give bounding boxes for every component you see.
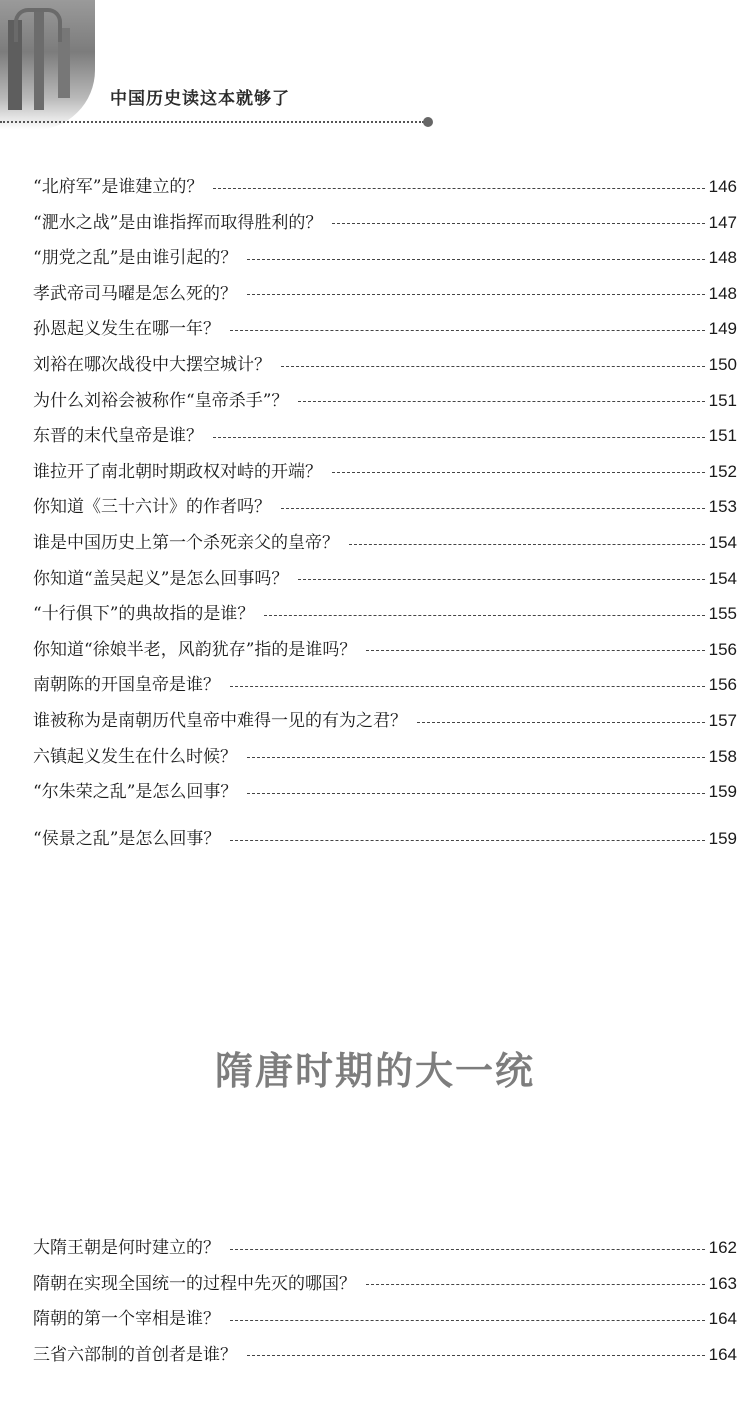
toc-dash-leader	[230, 330, 705, 331]
toc-entry[interactable]	[33, 313, 737, 345]
toc-entry[interactable]	[33, 349, 737, 381]
toc-entry-title: 谁被称为是南朝历代皇帝中难得一见的有为之君？	[33, 711, 407, 731]
toc-entry[interactable]	[33, 1232, 737, 1264]
toc-dash-leader	[247, 259, 704, 260]
toc-entry[interactable]	[33, 207, 737, 239]
toc-dash-leader	[230, 840, 704, 841]
toc-page-number: 148	[708, 248, 737, 268]
toc-dash-leader	[298, 579, 704, 580]
toc-entry[interactable]	[33, 823, 737, 855]
header-dotted-rule	[0, 121, 424, 123]
toc-entry-title: “淝水之战”是由谁指挥而取得胜利的？	[33, 212, 323, 233]
toc-dash-leader	[281, 508, 705, 509]
toc-page-number: 158	[708, 746, 737, 766]
toc-page-number: 154	[708, 568, 737, 588]
toc-dash-leader	[264, 615, 704, 616]
toc-entry-title: “北府军”是谁建立的？	[33, 177, 204, 197]
toc-entry[interactable]	[33, 776, 737, 808]
toc-page-number: 159	[708, 782, 737, 802]
toc-page-number: 162	[708, 1238, 737, 1257]
toc-entry[interactable]	[33, 705, 737, 737]
toc-dash-leader	[349, 544, 705, 545]
toc-page-number: 150	[708, 355, 737, 374]
toc-entry[interactable]	[33, 278, 737, 310]
toc-page-number: 151	[708, 426, 737, 446]
toc-page-number: 152	[708, 461, 737, 481]
toc-dash-leader	[281, 366, 705, 367]
toc-entry-title: 孝武帝司马曜是怎么死的？	[33, 283, 237, 304]
toc-page-number: 151	[708, 390, 737, 410]
toc-page-number: 147	[708, 212, 737, 232]
toc-entry-title: 刘裕在哪次战役中大摆空城计？	[33, 355, 271, 375]
toc-entry[interactable]	[33, 527, 737, 559]
toc-page-number: 164	[708, 1344, 737, 1364]
toc-entry-title: 南朝陈的开国皇帝是谁？	[33, 675, 220, 696]
toc-dash-leader	[230, 686, 705, 687]
toc-entry-title: “朋党之乱”是由谁引起的？	[33, 248, 238, 269]
toc-dash-leader	[213, 437, 705, 438]
toc-dash-leader	[332, 223, 704, 224]
toc-page-number: 156	[708, 639, 737, 659]
toc-entry[interactable]	[33, 741, 737, 773]
book-title: 中国历史读这本就够了	[110, 89, 290, 109]
toc-page-number: 159	[708, 829, 737, 848]
toc-page-number: 156	[708, 675, 737, 695]
toc-page-number: 148	[708, 283, 737, 303]
toc-entry-title: 三省六部制的首创者是谁？	[33, 1344, 237, 1365]
page-header	[0, 0, 750, 140]
toc-page-number: 163	[708, 1273, 737, 1293]
toc-dash-leader	[247, 793, 704, 794]
toc-entry-title: “侯景之乱”是怎么回事？	[33, 829, 221, 849]
toc-page-number: 153	[708, 497, 737, 517]
toc-entry-title: 谁拉开了南北朝时期政权对峙的开端？	[33, 461, 322, 482]
toc-entry[interactable]	[33, 563, 737, 595]
toc-entry-title: “尔朱荣之乱”是怎么回事？	[33, 782, 238, 803]
toc-entry-title: 为什么刘裕会被称作“皇帝杀手”？	[33, 390, 289, 411]
toc-dash-leader	[366, 650, 704, 651]
toc-entry-title: 谁是中国历史上第一个杀死亲父的皇帝？	[33, 533, 339, 553]
toc-page-number: 149	[708, 319, 737, 339]
header-rule-endpoint-dot	[423, 117, 433, 127]
toc-entry[interactable]	[33, 634, 737, 666]
toc-dash-leader	[417, 722, 705, 723]
toc-page-number: 146	[708, 177, 737, 196]
toc-entry-title: 你知道“徐娘半老，风韵犹存”指的是谁吗？	[33, 639, 357, 660]
toc-entry-title: 孙恩起义发生在哪一年？	[33, 319, 220, 340]
toc-entry-title: “十行俱下”的典故指的是谁？	[33, 604, 255, 625]
toc-entry[interactable]	[33, 385, 737, 417]
toc-entry[interactable]	[33, 420, 737, 452]
toc-entry-title: 东晋的末代皇帝是谁？	[33, 426, 203, 447]
toc-entry-title: 你知道《三十六计》的作者吗？	[33, 497, 271, 518]
toc-entry[interactable]	[33, 1303, 737, 1335]
toc-entry[interactable]	[33, 456, 737, 488]
toc-entry[interactable]	[33, 1268, 737, 1300]
toc-entry[interactable]	[33, 598, 737, 630]
toc-page-number: 155	[708, 604, 737, 624]
toc-dash-leader	[247, 1355, 705, 1356]
toc-entry-title: 大隋王朝是何时建立的？	[33, 1238, 220, 1258]
toc-entry[interactable]	[33, 669, 737, 701]
toc-entry-title: 隋朝在实现全国统一的过程中先灭的哪国？	[33, 1273, 356, 1294]
toc-dash-leader	[332, 472, 705, 473]
toc-entry[interactable]	[33, 171, 737, 203]
toc-entry-title: 隋朝的第一个宰相是谁？	[33, 1309, 220, 1330]
toc-dash-leader	[213, 188, 704, 189]
toc-page-number: 157	[708, 711, 737, 730]
section-heading: 隋唐时期的大一统	[214, 1048, 535, 1093]
toc-page-number: 154	[708, 533, 737, 552]
toc-page-number: 164	[708, 1309, 737, 1329]
toc-dash-leader	[230, 1320, 705, 1321]
toc-dash-leader	[247, 294, 705, 295]
toc-entry-title: 六镇起义发生在什么时候？	[33, 746, 237, 767]
toc-dash-leader	[230, 1249, 705, 1250]
header-ruins-image	[0, 0, 95, 130]
toc-entry-title: 你知道“盖吴起义”是怎么回事吗？	[33, 568, 289, 589]
toc-dash-leader	[366, 1284, 705, 1285]
toc-dash-leader	[247, 757, 705, 758]
toc-entry[interactable]	[33, 1339, 737, 1371]
toc-entry[interactable]	[33, 242, 737, 274]
toc-entry[interactable]	[33, 491, 737, 523]
toc-dash-leader	[298, 401, 704, 402]
